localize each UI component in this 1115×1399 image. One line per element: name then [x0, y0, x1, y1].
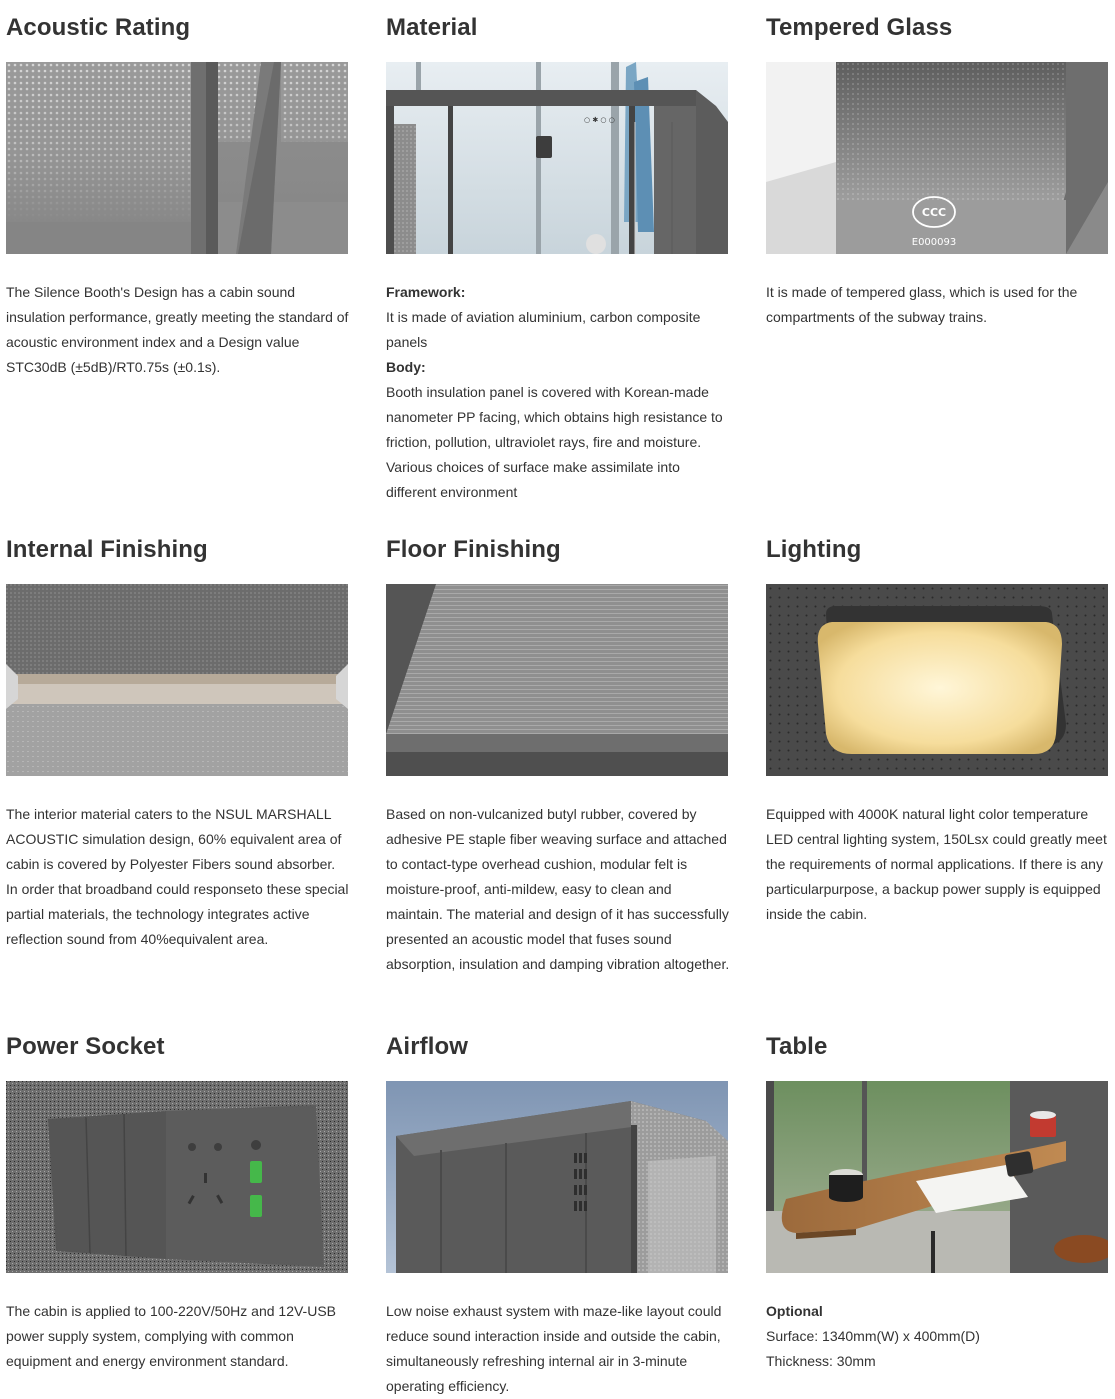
card-title: Lighting — [766, 536, 862, 563]
section-label-body: Body: — [386, 359, 426, 375]
ceiling-light-image — [766, 584, 1108, 776]
feature-card-table — [766, 1025, 1110, 1369]
section-label-optional: Optional — [766, 1303, 823, 1319]
card-description — [6, 802, 350, 952]
acoustic-panel-image — [6, 62, 348, 254]
spec-surface: Surface: 1340mm(W) x 400mm(D) — [766, 1328, 980, 1344]
feature-card-internal-finishing — [6, 528, 350, 947]
description-paragraph: The Silence Booth's Design has a cabin sound insulation performance, greatly meeting the standard of acoustic environment index and a Design value STC30dB (±5dB)/RT0.75s (±0.1s). — [6, 284, 349, 375]
card-description — [6, 280, 350, 380]
feature-card-tempered-glass — [766, 6, 1110, 325]
interior-finish-image — [6, 584, 348, 776]
booth-exterior-image — [386, 1081, 728, 1273]
spec-thickness: Thickness: 30mm — [766, 1353, 876, 1369]
feature-card-airflow — [386, 1025, 730, 1394]
card-title: Airflow — [386, 1033, 469, 1060]
card-title: Tempered Glass — [766, 14, 953, 41]
description-paragraph: Based on non-vulcanized butyl rubber, covered by adhesive PE staple fiber weaving surface and attached to contact-type overhead cushion, modular felt is moisture-proof, anti-mildew, easy to clean and maintain. The material and design of it has successfully presented an acoustic model that fuses sound absorption, insulation and damping vibration altogether. — [386, 806, 730, 972]
card-title: Table — [766, 1033, 828, 1060]
section-label-framework: Framework: — [386, 284, 466, 300]
card-description — [766, 280, 1110, 330]
card-description — [766, 1299, 1110, 1374]
tempered-glass-image — [766, 62, 1108, 254]
card-title: Floor Finishing — [386, 536, 561, 563]
description-paragraph: The cabin is applied to 100-220V/50Hz and 12V-USB power supply system, complying with common equipment and energy environment standard. — [6, 1303, 336, 1369]
feature-card-acoustic-rating — [6, 6, 350, 375]
card-title: Internal Finishing — [6, 536, 208, 563]
feature-card-material — [386, 6, 730, 500]
card-description — [766, 802, 1110, 927]
section-text-body: Booth insulation panel is covered with Korean-made nanometer PP facing, which obtains high resistance to friction, pollution, ultraviolet rays, fire and moisture. Various choices of surface make assimilate into different environment — [386, 384, 723, 500]
card-description — [6, 1299, 350, 1374]
card-title: Acoustic Rating — [6, 14, 191, 41]
booth-frame-image — [386, 62, 728, 254]
certificate-code: E000093 — [911, 237, 957, 248]
power-socket-image — [6, 1081, 348, 1273]
card-title: Material — [386, 14, 478, 41]
svg-text:○ ✱ ○ ○: ○ ✱ ○ ○ — [584, 116, 615, 124]
description-paragraph: Equipped with 4000K natural light color temperature LED central lighting system, 150Lsx could greatly meet the requirements of normal applications. If there is any particularpurpose, a backup power supply is equipped inside the cabin. — [766, 806, 1107, 922]
card-title: Power Socket — [6, 1033, 165, 1060]
wooden-table-image — [766, 1081, 1108, 1273]
card-description — [386, 1299, 730, 1399]
description-paragraph: The interior material caters to the NSUL MARSHALL ACOUSTIC simulation design, 60% equivalent area of cabin is covered by Polyester Fibers sound absorber. In order that broadband could responseto these special partial materials, the technology integrates active reflection sound from 40%equivalent area. — [6, 806, 349, 947]
description-paragraph: It is made of tempered glass, which is used for the compartments of the subway trains. — [766, 284, 1078, 325]
feature-card-power-socket — [6, 1025, 350, 1369]
section-text-framework: It is made of aviation aluminium, carbon composite panels — [386, 309, 701, 350]
feature-card-floor-finishing — [386, 528, 730, 972]
card-description — [386, 802, 730, 977]
card-description — [386, 280, 730, 505]
feature-card-lighting — [766, 528, 1110, 922]
description-paragraph: Low noise exhaust system with maze-like layout could reduce sound interaction inside and outside the cabin, simultaneously refreshing internal air in 3-minute operating efficiency. — [386, 1303, 722, 1394]
ccc-badge-label: CCC — [921, 206, 947, 219]
floor-carpet-image — [386, 584, 728, 776]
